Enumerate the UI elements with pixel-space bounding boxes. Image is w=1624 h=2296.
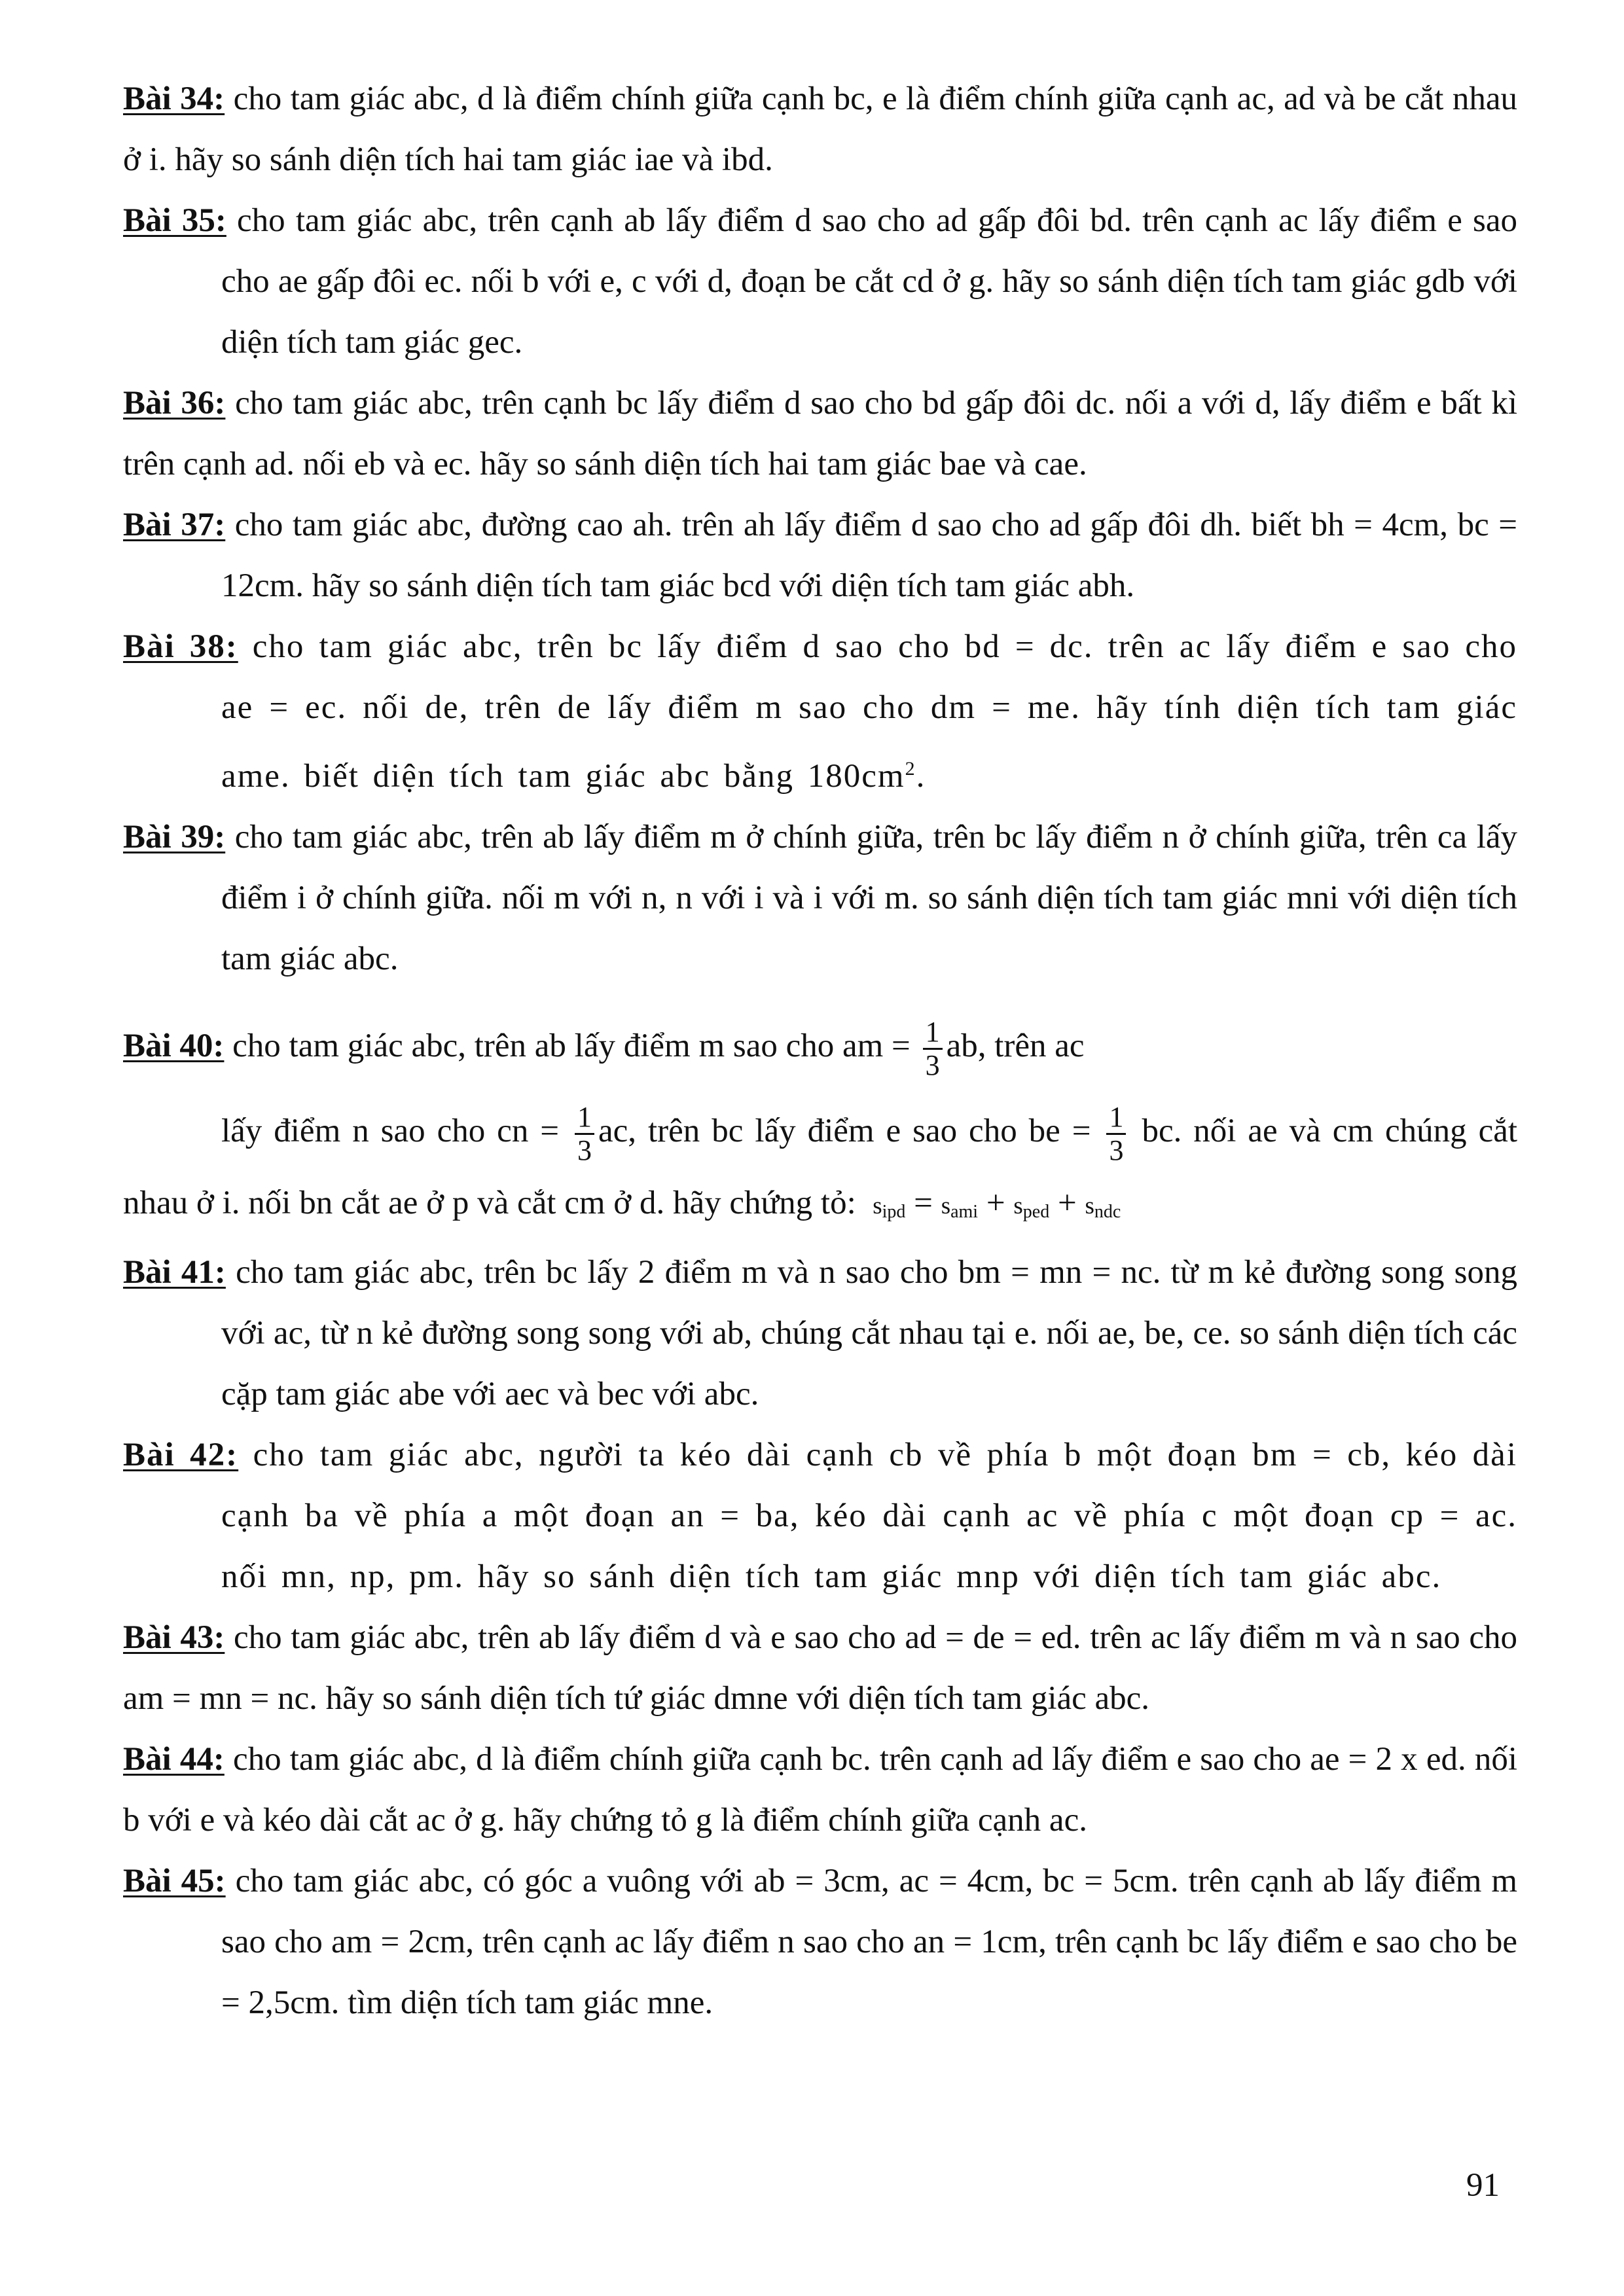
- problem-text: cho tam giác abc, trên bc lấy 2 điểm m và n sao cho bm = mn = nc. từ m kẻ đường song song với ac, từ n kẻ đường song song với ab, chúng cắt nhau tại e. nối ae, be, ce. so sánh diện tích các cặp tam giác abe với aec và bec với abc.: [221, 1253, 1518, 1412]
- problem-36: [123, 373, 1517, 495]
- problem-text: lấy điểm n sao cho cn =: [221, 1112, 560, 1149]
- problem-40-line-3: [123, 1166, 1517, 1242]
- problem-label: Bài 45:: [123, 1862, 226, 1899]
- problem-text: cho tam giác abc, trên ab lấy điểm d và e sao cho ad = de = ed. trên ac lấy điểm m và n sao cho am = mn = nc. hãy so sánh diện tích tứ giác dmne với diện tích tam giác abc.: [123, 1619, 1518, 1717]
- fraction-denominator: 3: [925, 1049, 940, 1081]
- problem-label: Bài 35:: [123, 202, 226, 239]
- problem-text: cho tam giác abc, người ta kéo dài cạnh cb về phía b một đoạn bm = cb, kéo dài cạnh ba về phía a một đoạn an = ba, kéo dài cạnh ac về phía c một đoạn cp = ac. nối mn, np, pm. hãy so sánh diện tích tam giác mnp với diện tích tam giác abc.: [221, 1436, 1517, 1595]
- problem-text: cho tam giác abc, trên ab lấy điểm m ở chính giữa, trên bc lấy điểm n ở chính giữa, trên ca lấy điểm i ở chính giữa. nối m với n, n với i và i với m. so sánh diện tích tam giác mni với diện tích tam giác abc.: [221, 819, 1518, 977]
- problem-40: [123, 990, 1517, 1242]
- fraction-one-third: [575, 1102, 594, 1166]
- problem-40-line-1: [123, 990, 1517, 1081]
- problem-45: [123, 1851, 1517, 2034]
- area-formula: $s_{ipd} = s_{ami} + s_{ped} + s_{ndc}$: [873, 1184, 1121, 1222]
- problem-tail: .: [916, 758, 926, 795]
- problem-text: cho tam giác abc, d là điểm chính giữa cạnh bc, e là điểm chính giữa cạnh ac, ad và be cắt nhau ở i. hãy so sánh diện tích hai tam giác iae và ibd.: [123, 81, 1517, 178]
- problem-43: [123, 1607, 1517, 1729]
- fraction-numerator: 1: [1106, 1102, 1126, 1135]
- problem-label: Bài 37:: [123, 507, 226, 543]
- superscript-two: 2: [905, 758, 916, 780]
- problem-label: Bài 38:: [123, 628, 238, 665]
- problem-39: [123, 807, 1517, 990]
- problem-text: cho tam giác abc, trên cạnh ab lấy điểm d sao cho ad gấp đôi bd. trên cạnh ac lấy điểm e sao cho ae gấp đôi ec. nối b với e, c với d, đoạn be cắt cd ở g. hãy so sánh diện tích tam giác gdb với diện tích tam giác gec.: [221, 202, 1518, 361]
- page-number: 91: [1466, 2167, 1500, 2204]
- fraction-denominator: 3: [577, 1134, 592, 1166]
- fraction-denominator: 3: [1109, 1134, 1124, 1166]
- fraction-numerator: 1: [575, 1102, 594, 1135]
- problem-44: [123, 1729, 1517, 1851]
- document-page: [123, 69, 1517, 2034]
- problem-37: [123, 495, 1517, 617]
- problem-34: [123, 69, 1517, 190]
- problem-label: Bài 39:: [123, 819, 226, 855]
- problem-label: Bài 34:: [123, 81, 225, 117]
- problem-label: Bài 43:: [123, 1619, 225, 1656]
- problem-35: [123, 190, 1517, 373]
- problem-text: cho tam giác abc, có góc a vuông với ab = 3cm, ac = 4cm, bc = 5cm. trên cạnh ab lấy điểm m sao cho am = 2cm, trên cạnh ac lấy điểm n sao cho an = 1cm, trên cạnh bc lấy điểm e sao cho be = 2,5cm. tìm diện tích tam giác mne.: [221, 1862, 1518, 2021]
- problem-label: Bài 44:: [123, 1740, 225, 1778]
- problem-label: Bài 41:: [123, 1253, 226, 1291]
- problem-text: ac, trên bc lấy điểm e sao cho be =: [598, 1112, 1091, 1149]
- problem-label: Bài 40:: [123, 1028, 225, 1064]
- problem-text: cho tam giác abc, đường cao ah. trên ah lấy điểm d sao cho ad gấp đôi dh. biết bh = 4cm, bc = 12cm. hãy so sánh diện tích tam giác bcd với diện tích tam giác abh.: [221, 507, 1518, 604]
- problem-41: [123, 1242, 1517, 1425]
- fraction-one-third: [1106, 1102, 1126, 1166]
- problem-label: Bài 42:: [123, 1436, 239, 1473]
- problem-text: ab, trên ac: [946, 1028, 1085, 1064]
- problem-text: cho tam giác abc, trên ab lấy điểm m sao cho am =: [232, 1028, 911, 1064]
- problem-42: [123, 1425, 1517, 1607]
- fraction-numerator: 1: [923, 1016, 943, 1050]
- problem-text: nhau ở i. nối bn cắt ae ở p và cắt cm ở d. hãy chứng tỏ:: [123, 1184, 856, 1221]
- problem-40-line-2: [123, 1081, 1517, 1166]
- problem-text: cho tam giác abc, trên cạnh bc lấy điểm d sao cho bd gấp đôi dc. nối a với d, lấy điểm e bất kì trên cạnh ad. nối eb và ec. hãy so sánh diện tích hai tam giác bae và cae.: [123, 385, 1518, 482]
- problem-text: cho tam giác abc, d là điểm chính giữa cạnh bc. trên cạnh ad lấy điểm e sao cho ae = 2 x ed. nối b với e và kéo dài cắt ac ở g. hãy chứng tỏ g là điểm chính giữa cạnh ac.: [123, 1740, 1518, 1839]
- problem-label: Bài 36:: [123, 385, 226, 422]
- fraction-one-third: [923, 1016, 943, 1081]
- problem-text: bc. nối ae và cm chúng cắt: [1142, 1112, 1518, 1149]
- problem-text: cho tam giác abc, trên bc lấy điểm d sao cho bd = dc. trên ac lấy điểm e sao cho ae = ec. nối de, trên de lấy điểm m sao cho dm = me. hãy tính diện tích tam giác ame. biết diện tích tam giác abc bằng 180cm: [221, 628, 1518, 795]
- problem-38: [123, 617, 1517, 807]
